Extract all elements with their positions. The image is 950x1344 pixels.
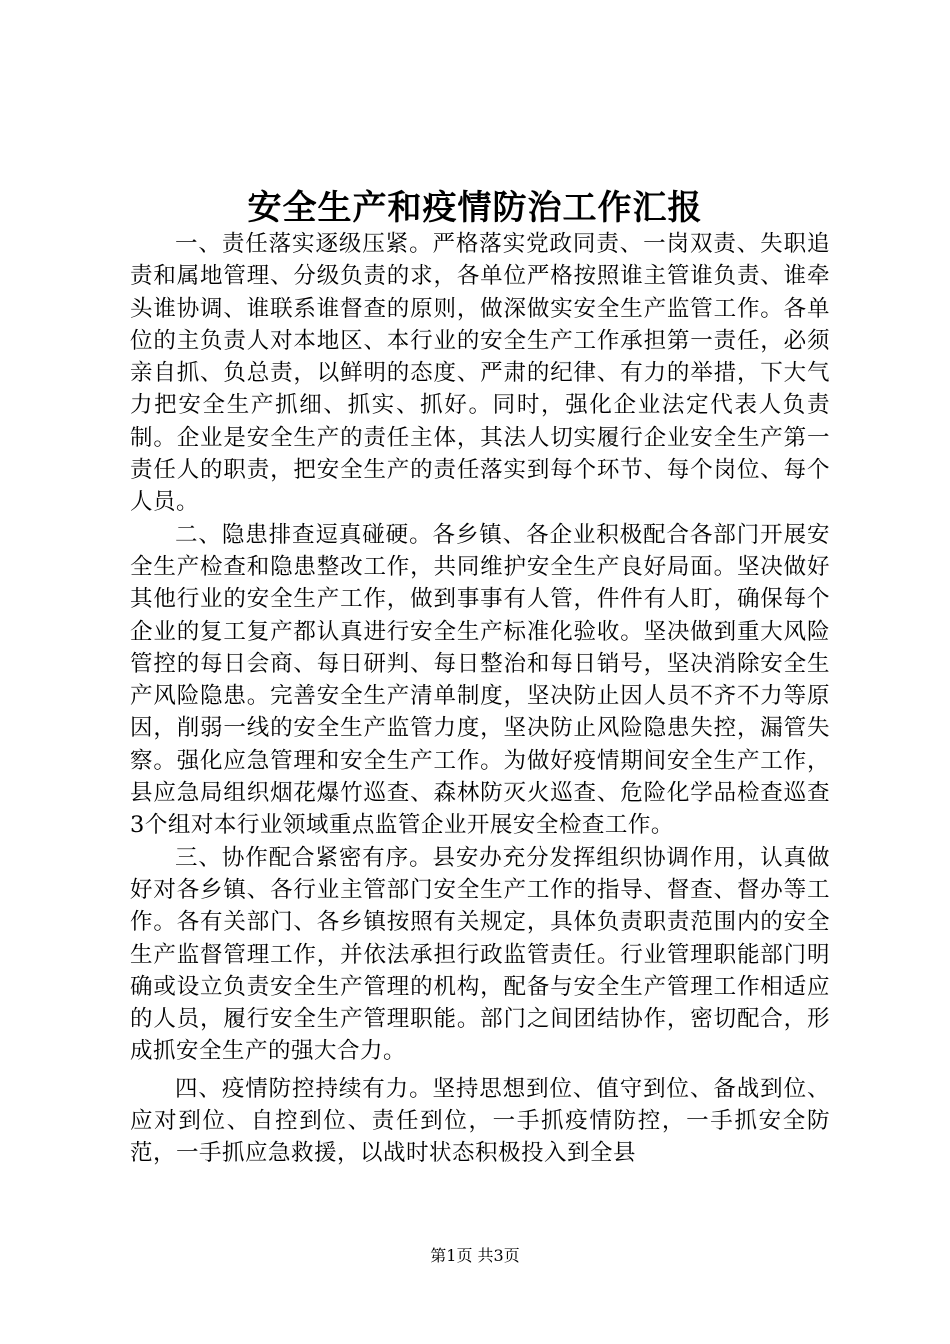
paragraph-4: 四、疫情防控持续有力。坚持思想到位、值守到位、备战到位、应对到位、自控到位、责任到位，一手抓疫情防控，一手抓安全防范，一手抓应急救援，以战时状态积极投入到全县 xyxy=(130,1075,830,1167)
page-footer: 第1页 共3页 xyxy=(430,1246,520,1265)
paragraph-1: 一、责任落实逐级压紧。严格落实党政同责、一岗双责、失职追责和属地管理、分级负责的求，各单位严格按照谁主管谁负责、谁牵头谁协调、谁联系谁督查的原则，做深做实安全生产监管工作。各单位的主负责人对本地区、本行业的安全生产工作承担第一责任，必须亲自抓、负总责，以鲜明的态度、严肃的纪律、有力的举措，下大气力把安全生产抓细、抓实、抓好。同时，强化企业法定代表人负责制。企业是安全生产的责任主体，其法人切实履行企业安全生产第一责任人的职责，把安全生产的责任落实到每个环节、每个岗位、每个人员。 xyxy=(130,231,830,516)
document-body xyxy=(130,228,830,1170)
paragraph-2: 二、隐患排查逗真碰硬。各乡镇、各企业积极配合各部门开展安全生产检查和隐患整改工作，共同维护安全生产良好局面。坚决做好其他行业的安全生产工作，做到事事有人管，件件有人盯，确保每个企业的复工复产都认真进行安全生产标准化验收。坚决做到重大风险管控的每日会商、每日研判、每日整治和每日销号，坚决消除安全生产风险隐患。完善安全生产清单制度，坚决防止因人员不齐不力等原因，削弱一线的安全生产监管力度，坚决防止风险隐患失控，漏管失察。强化应急管理和安全生产工作。为做好疫情期间安全生产工作，县应急局组织烟花爆竹巡查、森林防灭火巡查、危险化学品检查巡查3个组对本行业领域重点监管企业开展安全检查工作。 xyxy=(130,521,830,839)
document-title: 安全生产和疫情防治工作汇报 xyxy=(247,188,703,228)
paragraph-3: 三、协作配合紧密有序。县安办充分发挥组织协调作用，认真做好对各乡镇、各行业主管部门安全生产工作的指导、督查、督办等工作。各有关部门、各乡镇按照有关规定，具体负责职责范围内的安全生产监督管理工作，并依法承担行政监管责任。行业管理职能部门明确或设立负责安全生产管理的机构，配备与安全生产管理工作相适应的人员，履行安全生产管理职能。部门之间团结协作，密切配合，形成抓安全生产的强大合力。 xyxy=(130,844,830,1065)
